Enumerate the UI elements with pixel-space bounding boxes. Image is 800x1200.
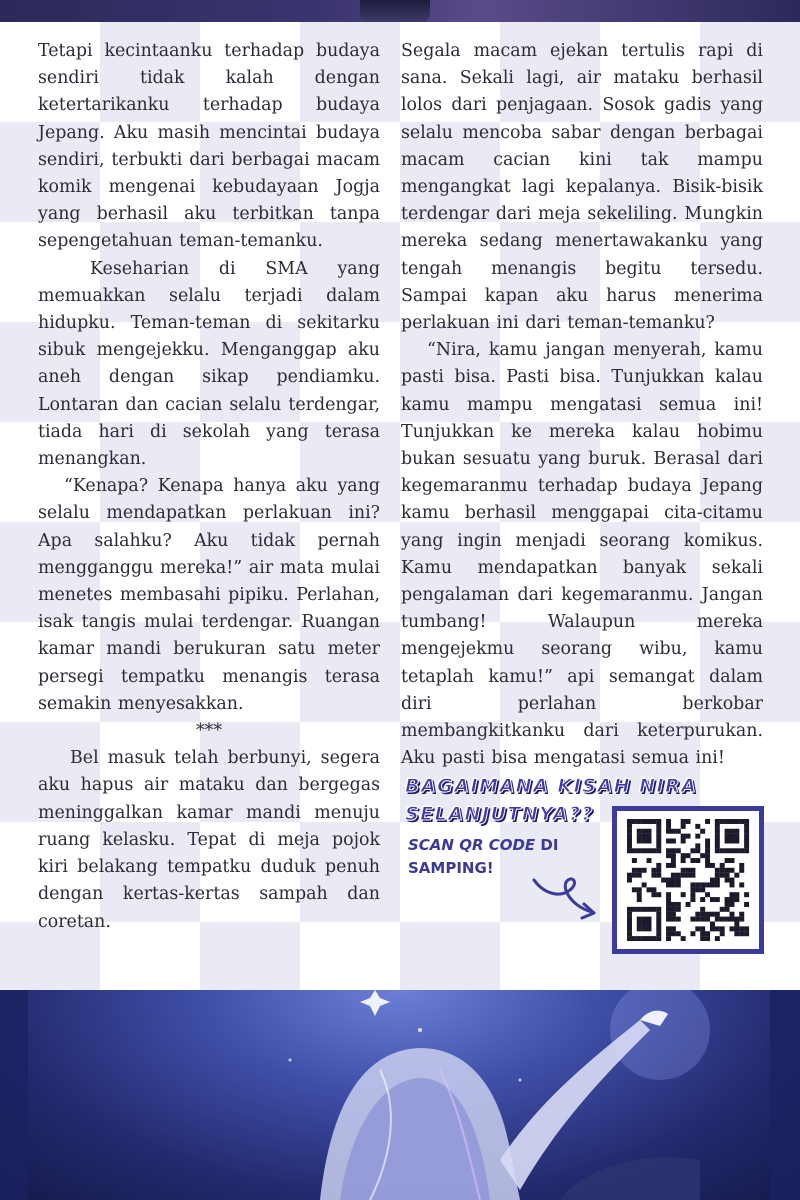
bottom-illustration — [0, 990, 800, 1200]
paragraph: Keseharian di SMA yang memuakkan selalu terjadi dalam hidupku. Teman-teman di sekitarku sibuk mengejekku. Menganggap aku aneh dengan sikap pendiamku. Lontaran dan cacian selalu terdengar, tiada hari di sekolah yang terasa menangkan. — [38, 258, 380, 470]
paragraph: Segala macam ejekan tertulis rapi di sana. Sekali lagi, air mataku berhasil lolos dari penjagaan. Sosok gadis yang selalu mencoba sabar dengan berbagai macam cacian kini tak mampu mengangkat lagi kepalanya. Bisik-bisik terdengar dari meja sekeliling. Mungkin mereka sedang menertawakanku yang tengah menangis begitu tersedu. Sampai kapan aku harus menerima perlakuan ini dari teman-temanku? — [401, 41, 763, 334]
paragraph: Tetapi kecintaanku terhadap budaya sendiri tidak kalah dengan ketertarikanku terhadap budaya Jepang. Aku masih mencintai budaya sendiri, terbukti dari berbagai macam komik mengenai kebudayaan Jogja yang berhasil aku terbitkan tanpa sepengetahuan teman-temanku. — [38, 41, 380, 252]
cta-title-line: SELANJUTNYA?? — [405, 803, 594, 825]
right-column — [401, 38, 763, 772]
qr-code[interactable] — [612, 806, 764, 954]
top-illustration — [0, 0, 800, 22]
girl-reaching-illustration — [0, 990, 800, 1200]
qr-code-icon — [625, 819, 751, 941]
character-figure — [360, 0, 430, 22]
scene-separator: *** — [195, 721, 223, 742]
scan-text: DI — [535, 836, 559, 854]
paragraph: “Nira, kamu jangan menyerah, kamu pasti bisa. Pasti bisa. Tunjukkan kalau kamu mampu mengatasi semua ini! Tunjukkan ke mereka kalau hobimu bukan sesuatu yang buruk. Berasal dari kegemaranmu terhadap budaya Jepang kamu berhasil menggapai cita-citamu yang ingin menjadi seorang komikus. Kamu mendapatkan banyak sekali pengalaman dari kegemaranmu. Jangan tumbang! Walaupun mereka mengejekmu seorang wibu, kamu tetaplah kamu!” api semangat dalam diri perlahan berkobar membangkitkanku dari keterpurukan. Aku pasti bisa mengatasi semua ini! — [401, 340, 763, 769]
scan-qr-emphasis: SCAN QR CODE — [408, 836, 536, 854]
curly-arrow-icon — [530, 872, 602, 922]
left-column — [38, 38, 380, 936]
cta-title-line: BAGAIMANA KISAH NIRA — [405, 775, 698, 797]
paragraph: Bel masuk telah berbunyi, segera aku hapus air mataku dan bergegas meninggalkan kamar mandi menuju ruang kelasku. Tepat di meja pojok kiri belakang tempatku duduk penuh dengan kertas-kertas sampah dan coretan. — [38, 748, 380, 932]
paragraph: “Kenapa? Kenapa hanya aku yang selalu mendapatkan perlakuan ini? Apa salahku? Aku tidak pernah mengganggu mereka!” air mata mulai menetes membasahi pipiku. Perlahan, isak tangis mulai terdengar. Ruangan kamar mandi berukuran satu meter persegi tempatku menangis terasa semakin menyesakkan. — [38, 476, 380, 714]
scan-text: SAMPING! — [408, 859, 494, 877]
